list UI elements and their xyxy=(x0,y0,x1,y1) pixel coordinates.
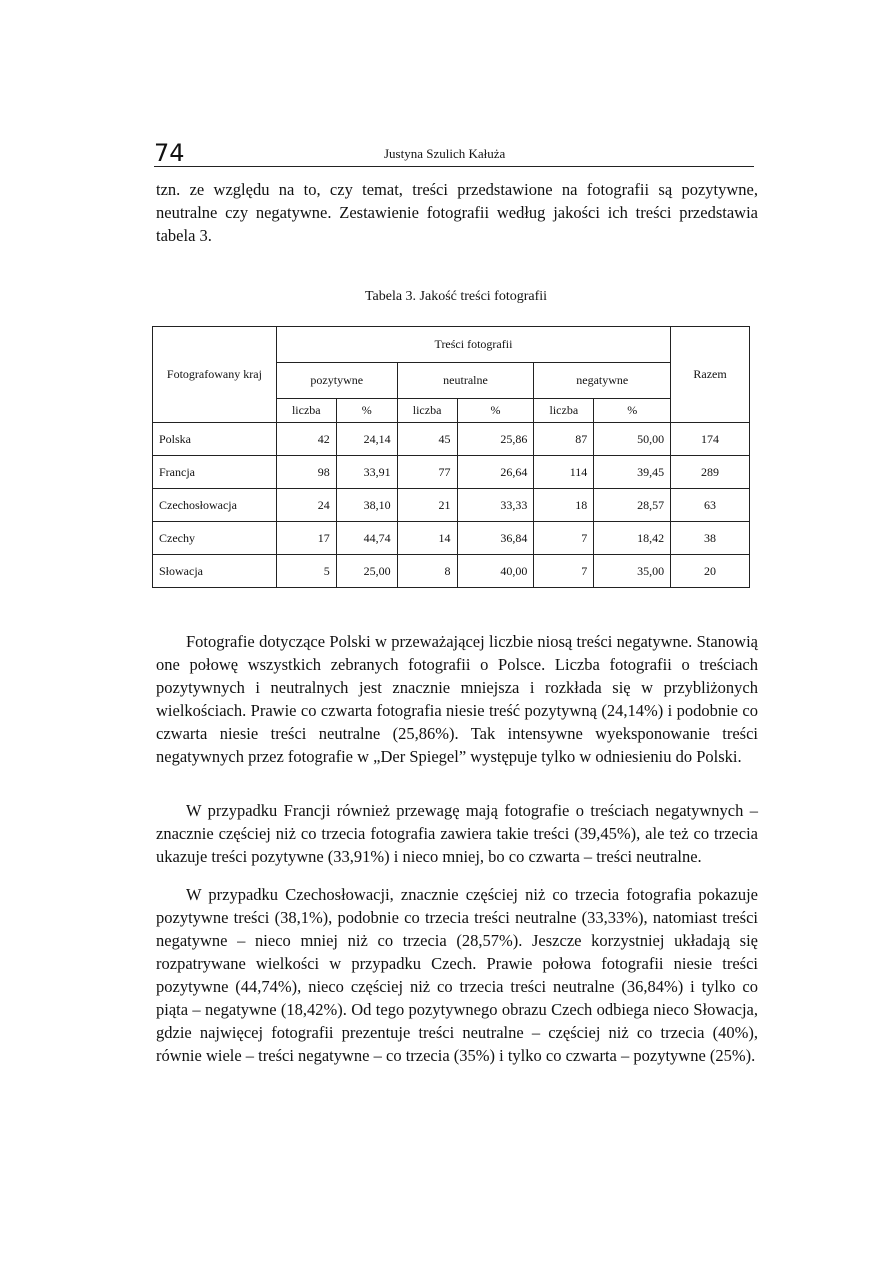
header-count: liczba xyxy=(397,399,457,423)
table-row xyxy=(153,555,750,588)
cell-neg-pct: 28,57 xyxy=(594,489,671,522)
photo-content-table xyxy=(152,326,750,588)
cell-pos-count: 17 xyxy=(276,522,336,555)
cell-country: Słowacja xyxy=(153,555,277,588)
cell-pos-count: 42 xyxy=(276,423,336,456)
cell-neg-pct: 18,42 xyxy=(594,522,671,555)
cell-total: 20 xyxy=(671,555,750,588)
header-percent: % xyxy=(594,399,671,423)
header-percent: % xyxy=(336,399,397,423)
cell-neg-pct: 35,00 xyxy=(594,555,671,588)
cell-pos-pct: 44,74 xyxy=(336,522,397,555)
cell-pos-count: 98 xyxy=(276,456,336,489)
cell-neg-count: 87 xyxy=(534,423,594,456)
cell-total: 289 xyxy=(671,456,750,489)
cell-country: Francja xyxy=(153,456,277,489)
cell-neg-count: 18 xyxy=(534,489,594,522)
cell-neg-pct: 50,00 xyxy=(594,423,671,456)
cell-neu-count: 8 xyxy=(397,555,457,588)
cell-pos-pct: 38,10 xyxy=(336,489,397,522)
header-neutral: neutralne xyxy=(397,363,534,399)
cell-neg-count: 7 xyxy=(534,555,594,588)
body-paragraph-france: W przypadku Francji również przewagę mają fotografie o treściach negatywnych – znacznie częściej niż co trzecia fotografia zawiera takie treści (39,45%), ale też co trzecia ukazuje treści pozytywne (33,91%) i nieco mniej, bo co czwarta – treści neutralne. xyxy=(156,801,758,866)
cell-pos-count: 5 xyxy=(276,555,336,588)
cell-neu-pct: 36,84 xyxy=(457,522,534,555)
table-row xyxy=(153,423,750,456)
header-percent: % xyxy=(457,399,534,423)
cell-country: Czechy xyxy=(153,522,277,555)
header-negative: negatywne xyxy=(534,363,671,399)
cell-neu-count: 45 xyxy=(397,423,457,456)
cell-pos-pct: 25,00 xyxy=(336,555,397,588)
cell-neu-pct: 26,64 xyxy=(457,456,534,489)
cell-neu-pct: 33,33 xyxy=(457,489,534,522)
cell-neu-count: 21 xyxy=(397,489,457,522)
header-count: liczba xyxy=(534,399,594,423)
cell-neg-pct: 39,45 xyxy=(594,456,671,489)
table-row xyxy=(153,489,750,522)
cell-neg-count: 7 xyxy=(534,522,594,555)
intro-paragraph: tzn. ze względu na to, czy temat, treści przedstawione na fotografii są pozytywne, neutralne czy negatywne. Zestawienie fotografii według jakości ich treści przedstawia tabela 3. xyxy=(156,180,758,245)
body-paragraph-czechoslovakia: W przypadku Czechosłowacji, znacznie częściej niż co trzecia fotografia pokazuje pozytywne treści (38,1%), podobnie co trzecia treści neutralne (33,33%), natomiast treści negatywne – nieco mniej niż co trzecia (28,57%). Jeszcze korzystniej układają się rozpatrywane wielkości w przypadku Czech. Prawie połowa fotografii niesie treści pozytywne (44,74%), nieco częściej niż co trzecia treści neutralne (36,84%) i tylko co piąta – negatywne (18,42%). Od tego pozytywnego obrazu Czech odbiega nieco Słowacja, gdzie najwięcej fotografii prezentuje treści neutralne – częściej niż co trzecia (40%), równie wiele – treści negatywne – co trzecia (35%) i tylko co czwarta – pozytywne (25%). xyxy=(156,885,758,1065)
cell-neg-count: 114 xyxy=(534,456,594,489)
table-caption: Tabela 3. Jakość treści fotografii xyxy=(364,289,548,304)
cell-neu-pct: 25,86 xyxy=(457,423,534,456)
table-row xyxy=(153,522,750,555)
header-country: Fotografowany kraj xyxy=(153,327,277,423)
table-row xyxy=(153,456,750,489)
page-number: 74 xyxy=(154,139,185,167)
header-positive: pozytywne xyxy=(276,363,397,399)
header-total: Razem xyxy=(671,327,750,423)
body-paragraph-poland: Fotografie dotyczące Polski w przeważającej liczbie niosą treści negatywne. Stanowią one połowę wszystkich zebranych fotografii o Polsce. Liczba fotografii o treściach pozytywnych i neutralnych jest znacznie mniejsza i rozkłada się w przybliżonych wielkościach. Prawie co czwarta fotografia niesie treść pozytywną (24,14%) i podobnie co czwarta niesie treści neutralne (25,86%). Tak intensywne wyeksponowanie treści negatywnych przez fotografie w „Der Spiegel” występuje tylko w odniesieniu do Polski. xyxy=(156,632,758,766)
cell-total: 38 xyxy=(671,522,750,555)
cell-neu-count: 77 xyxy=(397,456,457,489)
cell-pos-pct: 24,14 xyxy=(336,423,397,456)
header-count: liczba xyxy=(276,399,336,423)
cell-country: Polska xyxy=(153,423,277,456)
page-header xyxy=(154,140,754,167)
running-head: Justyna Szulich Kałuża xyxy=(384,146,506,161)
cell-pos-count: 24 xyxy=(276,489,336,522)
cell-pos-pct: 33,91 xyxy=(336,456,397,489)
header-photo-content: Treści fotografii xyxy=(276,327,670,363)
cell-total: 174 xyxy=(671,423,750,456)
cell-neu-count: 14 xyxy=(397,522,457,555)
cell-country: Czechosłowacja xyxy=(153,489,277,522)
cell-total: 63 xyxy=(671,489,750,522)
cell-neu-pct: 40,00 xyxy=(457,555,534,588)
